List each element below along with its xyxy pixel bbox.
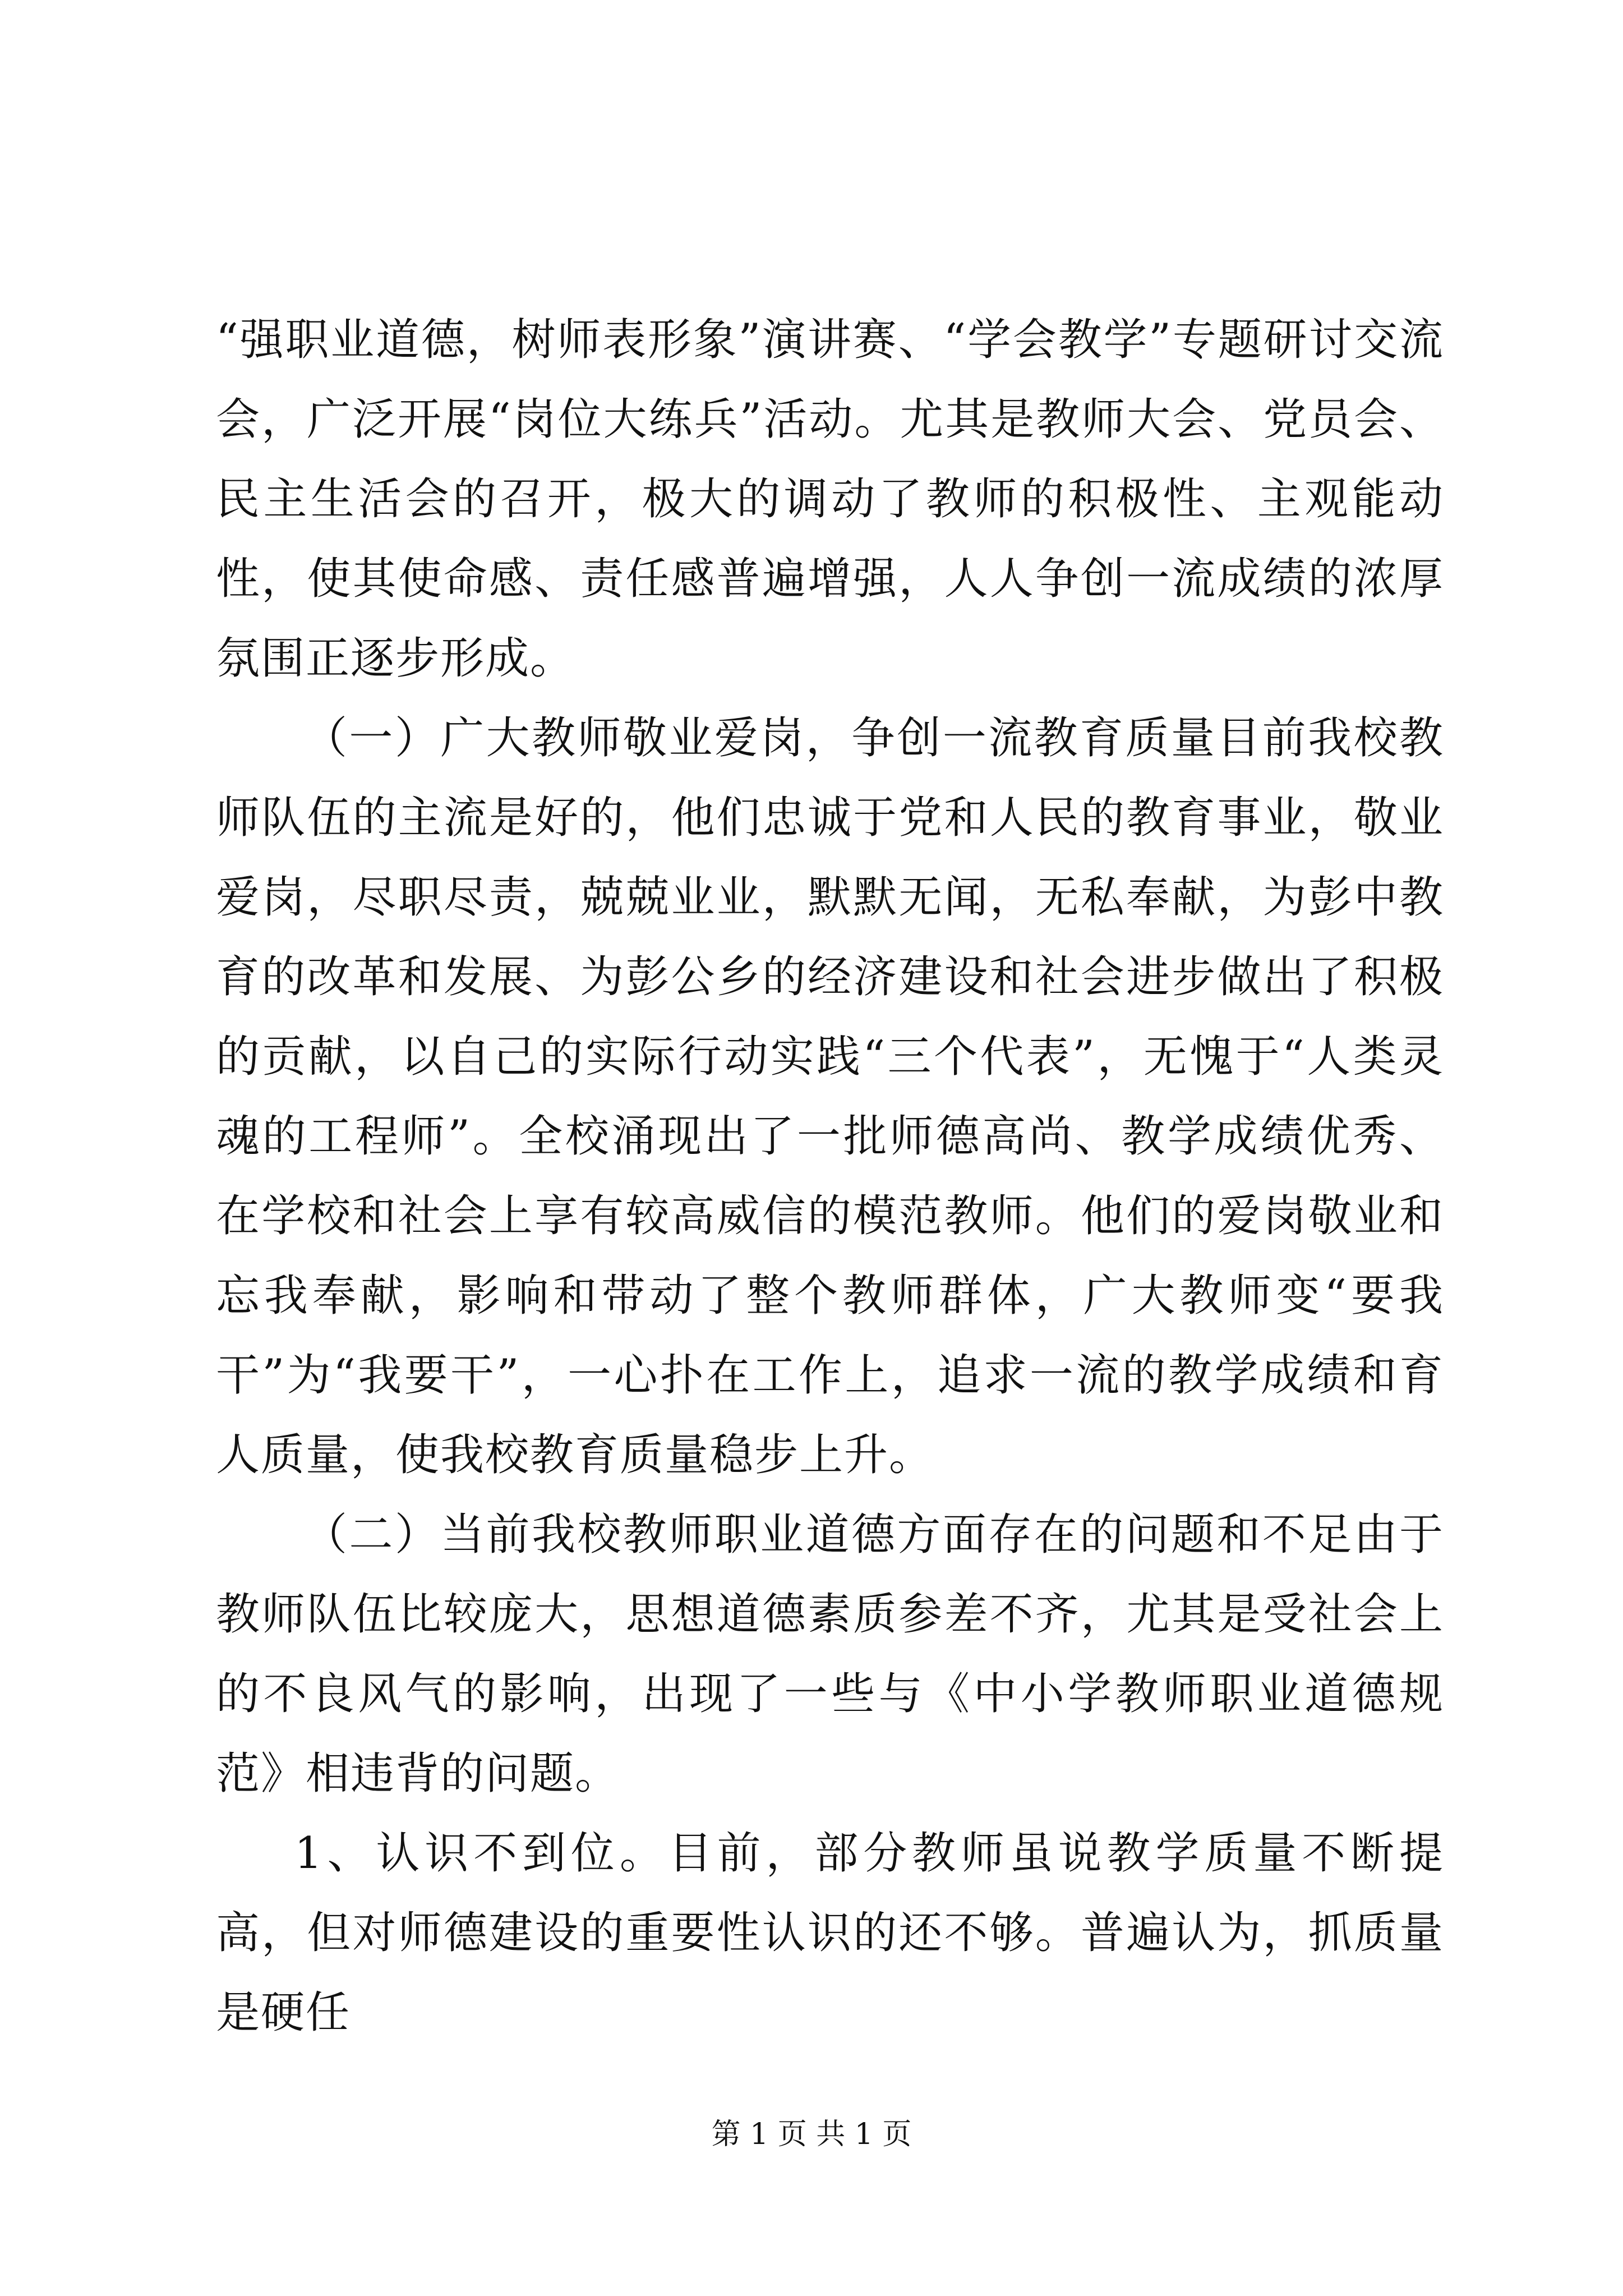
paragraph-p1: “强职业道德，树师表形象”演讲赛、“学会教学”专题研讨交流会，广泛开展“岗位大练兵”活动。尤其是教师大会、党员会、民主生活会的召开，极大的调动了教师的积极性、主观能动性，使其使命感、责任感普遍增强，人人争创一流成绩的浓厚氛围正逐步形成。 [216, 315, 1444, 684]
paragraph-p4: 1、认识不到位。目前，部分教师虽说教学质量不断提高，但对师德建设的重要性认识的还不够。普遍认为，抓质量是硬任 [216, 1828, 1444, 2038]
paragraph-p2: （一）广大教师敬业爱岗，争创一流教育质量目前我校教师队伍的主流是好的，他们忠诚于党和人民的教育事业，敬业爱岗，尽职尽责，兢兢业业，默默无闻，无私奉献，为彭中教育的改革和发展、为彭公乡的经济建设和社会进步做出了积极的贡献，以自己的实际行动实践“三个代表”，无愧于“人类灵魂的工程师”。全校涌现出了一批师德高尚、教学成绩优秀、在学校和社会上享有较高威信的模范教师。他们的爱岗敬业和忘我奉献，影响和带动了整个教师群体，广大教师变“要我干”为“我要干”，一心扑在工作上，追求一流的教学成绩和育人质量，使我校教育质量稳步上升。 [216, 713, 1444, 1480]
paragraph-p3: （二）当前我校教师职业道德方面存在的问题和不足由于教师队伍比较庞大，思想道德素质参差不齐，尤其是受社会上的不良风气的影响，出现了一些与《中小学教师职业道德规范》相违背的问题。 [216, 1510, 1444, 1799]
page-footer [0, 2118, 1623, 2151]
document-body [216, 300, 1444, 2053]
page-number: 第 1 页 共 1 页 [711, 2118, 912, 2151]
